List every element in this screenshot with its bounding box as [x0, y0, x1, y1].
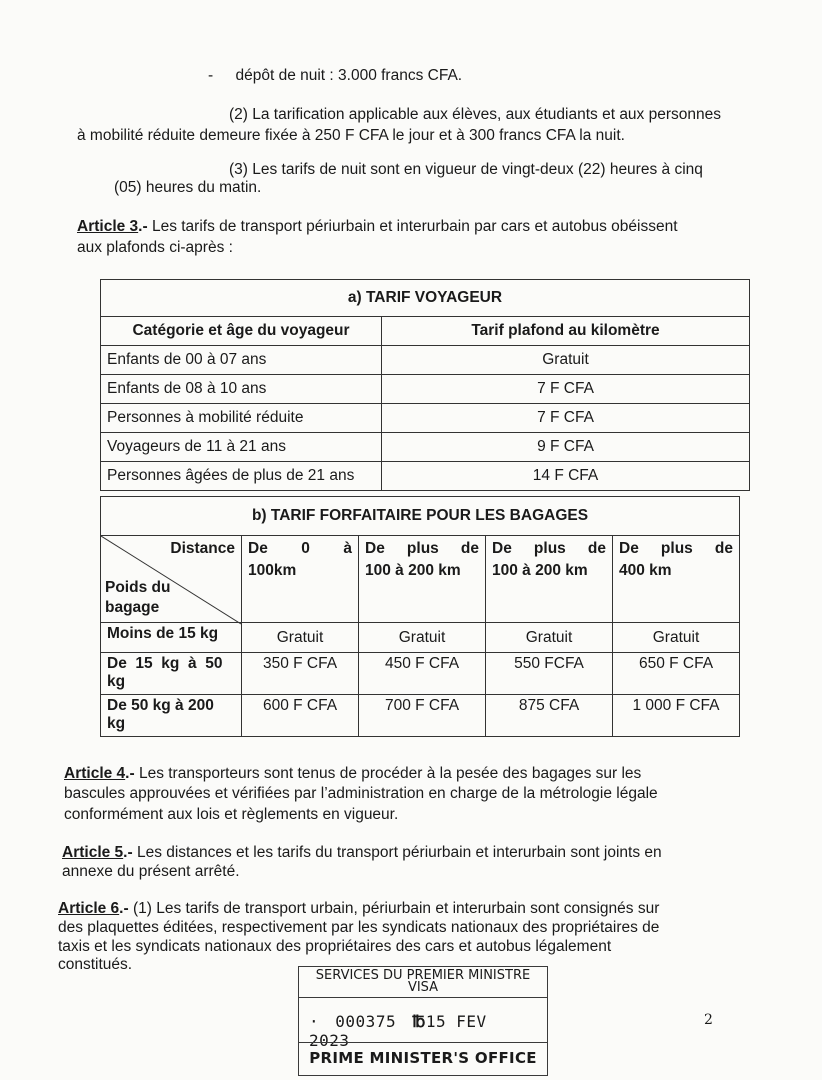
bullet-dash: - [208, 67, 214, 84]
stamp-dot: · [309, 1012, 320, 1031]
cell-tarif: 14 F CFA [382, 462, 750, 491]
table-row [101, 433, 750, 462]
dist-word: De [619, 540, 639, 557]
cell-tarif: 450 F CFA [359, 653, 486, 695]
article-3-line-1 [77, 217, 678, 237]
stamp-line-2: VISA [407, 980, 439, 995]
article-6-line-3: taxis et les syndicats nationaux des propriétaires des cars et autobus légalement [58, 938, 612, 955]
table-row [101, 375, 750, 404]
cell-categorie: Voyageurs de 11 à 21 ans [101, 433, 382, 462]
depot-nuit-text: dépôt de nuit : 3.000 francs CFA. [235, 67, 463, 84]
dist-line-2: 100km [248, 562, 297, 579]
cell-poids-line-2: kg [107, 673, 126, 690]
cell-tarif: 350 F CFA [242, 653, 359, 695]
tarif-bagages-title: b) TARIF FORFAITAIRE POUR LES BAGAGES [101, 497, 740, 536]
bullet-line [208, 66, 462, 86]
article-4-suffix: .- [125, 765, 135, 782]
dist-word: plus [660, 540, 693, 557]
para-2-line-1: (2) La tarification applicable aux élèves, aux étudiants et aux personnes [229, 106, 721, 123]
cell-tarif: 550 FCFA [486, 653, 613, 695]
page-number: 2 [704, 1012, 713, 1028]
article-4-line-2: bascules approuvées et vérifiées par l’administration en charge de la métrologie légale [64, 785, 658, 802]
article-3-line-2: aux plafonds ci-après : [77, 239, 233, 256]
table-row [101, 623, 740, 653]
cell-tarif: 650 F CFA [613, 653, 740, 695]
article-6-label: Article 6 [58, 900, 120, 917]
article-4-line-3: conformément aux lois et règlements en vigueur. [64, 806, 399, 823]
col-header-tarif: Tarif plafond au kilomètre [382, 317, 750, 346]
cell-tarif: Gratuit [486, 623, 613, 653]
tarif-voyageur-table [100, 279, 750, 491]
stamp-date: 15 FEV 2023 [309, 1012, 487, 1050]
cell-tarif: Gratuit [359, 623, 486, 653]
cell-tarif: 7 F CFA [382, 375, 750, 404]
cell-poids-line-1: De 15 kg à 50 [107, 655, 223, 672]
table-row [101, 653, 740, 695]
table-row [101, 695, 740, 737]
col-header-distance [613, 536, 740, 623]
cell-tarif: Gratuit [242, 623, 359, 653]
article-3-suffix: .- [138, 218, 148, 235]
cell-tarif: Gratuit [613, 623, 740, 653]
article-4-text: Les transporteurs sont tenus de procéder à la pesée des bagages sur les [134, 765, 642, 782]
col-header-distance [359, 536, 486, 623]
dist-word: 0 [301, 540, 310, 557]
cell-categorie: Personnes à mobilité réduite [101, 404, 382, 433]
cell-categorie: Enfants de 00 à 07 ans [101, 346, 382, 375]
header-poids-line-1: Poids du [105, 579, 171, 596]
diagonal-header-cell [101, 536, 242, 623]
article-6-suffix: .- [119, 900, 129, 917]
cell-poids [101, 653, 242, 695]
table-row [101, 462, 750, 491]
para-2-line-2: à mobilité réduite demeure fixée à 250 F CFA le jour et à 300 francs CFA la nuit. [77, 127, 625, 144]
cell-tarif: Gratuit [382, 346, 750, 375]
table-row [101, 404, 750, 433]
dist-word: à [343, 540, 352, 557]
article-6-line-2: des plaquettes éditées, respectivement par les syndicats nationaux des propriétaires de [58, 919, 660, 936]
dist-line-2: 400 km [619, 562, 672, 579]
article-5-text: Les distances et les tarifs du transport périurbain et interurbain sont joints en [132, 844, 662, 861]
article-6-line-1 [58, 899, 659, 919]
stamp-divider [299, 997, 547, 998]
article-6-line-4: constitués. [58, 956, 133, 973]
table-row [101, 346, 750, 375]
cell-tarif: 7 F CFA [382, 404, 750, 433]
para-3-line-2: (05) heures du matin. [114, 179, 262, 196]
visa-stamp [298, 966, 548, 1076]
dist-word: de [714, 540, 733, 557]
article-5-suffix: .- [123, 844, 133, 861]
stamp-footer: PRIME MINISTER'S OFFICE [309, 1049, 537, 1067]
stamp-number: 000375 [335, 1012, 397, 1031]
cell-tarif: 600 F CFA [242, 695, 359, 737]
cell-categorie: Personnes âgées de plus de 21 ans [101, 462, 382, 491]
cell-tarif: 875 CFA [486, 695, 613, 737]
dist-word: De [248, 540, 268, 557]
cell-categorie: Enfants de 08 à 10 ans [101, 375, 382, 404]
dist-line-2: 100 à 200 km [492, 562, 588, 579]
cell-poids-line-2: kg [107, 715, 126, 732]
article-3-text: Les tarifs de transport périurbain et interurbain par cars et autobus obéissent [147, 218, 678, 235]
article-6-text: (1) Les tarifs de transport urbain, périurbain et interurbain sont consignés sur [128, 900, 660, 917]
header-poids-line-2: bagage [105, 599, 160, 616]
dist-word: de [587, 540, 606, 557]
dist-word: De [492, 540, 512, 557]
stamp-divider [299, 1042, 547, 1043]
col-header-distance [486, 536, 613, 623]
cell-poids-line-1: De 50 kg à 200 [107, 697, 214, 714]
cell-tarif: 9 F CFA [382, 433, 750, 462]
para-3-line-1: (3) Les tarifs de nuit sont en vigueur de vingt-deux (22) heures à cinq [229, 161, 703, 178]
dist-word: plus [406, 540, 439, 557]
dist-word: De [365, 540, 385, 557]
tarif-bagages-table [100, 496, 740, 737]
header-poids [105, 578, 170, 618]
header-distance: Distance [170, 540, 235, 557]
article-4-line-1 [64, 764, 641, 784]
article-4-label: Article 4 [64, 765, 126, 782]
stamp-line-1: SERVICES DU PREMIER MINISTRE [315, 968, 531, 983]
cell-poids [101, 695, 242, 737]
article-5-line-2: annexe du présent arrêté. [62, 863, 240, 880]
col-header-distance [242, 536, 359, 623]
article-5-label: Article 5 [62, 844, 124, 861]
article-3-label: Article 3 [77, 218, 139, 235]
dist-word: plus [533, 540, 566, 557]
dist-line-2: 100 à 200 km [365, 562, 461, 579]
cell-tarif: 700 F CFA [359, 695, 486, 737]
stamp-initials: ℔ [412, 1012, 426, 1031]
article-5-line-1 [62, 843, 662, 863]
cell-tarif: 1 000 F CFA [613, 695, 740, 737]
cell-poids: Moins de 15 kg [101, 623, 242, 653]
dist-word: de [460, 540, 479, 557]
tarif-voyageur-title: a) TARIF VOYAGEUR [101, 280, 750, 317]
stamp-number-row [309, 1012, 537, 1050]
col-header-categorie: Catégorie et âge du voyageur [101, 317, 382, 346]
